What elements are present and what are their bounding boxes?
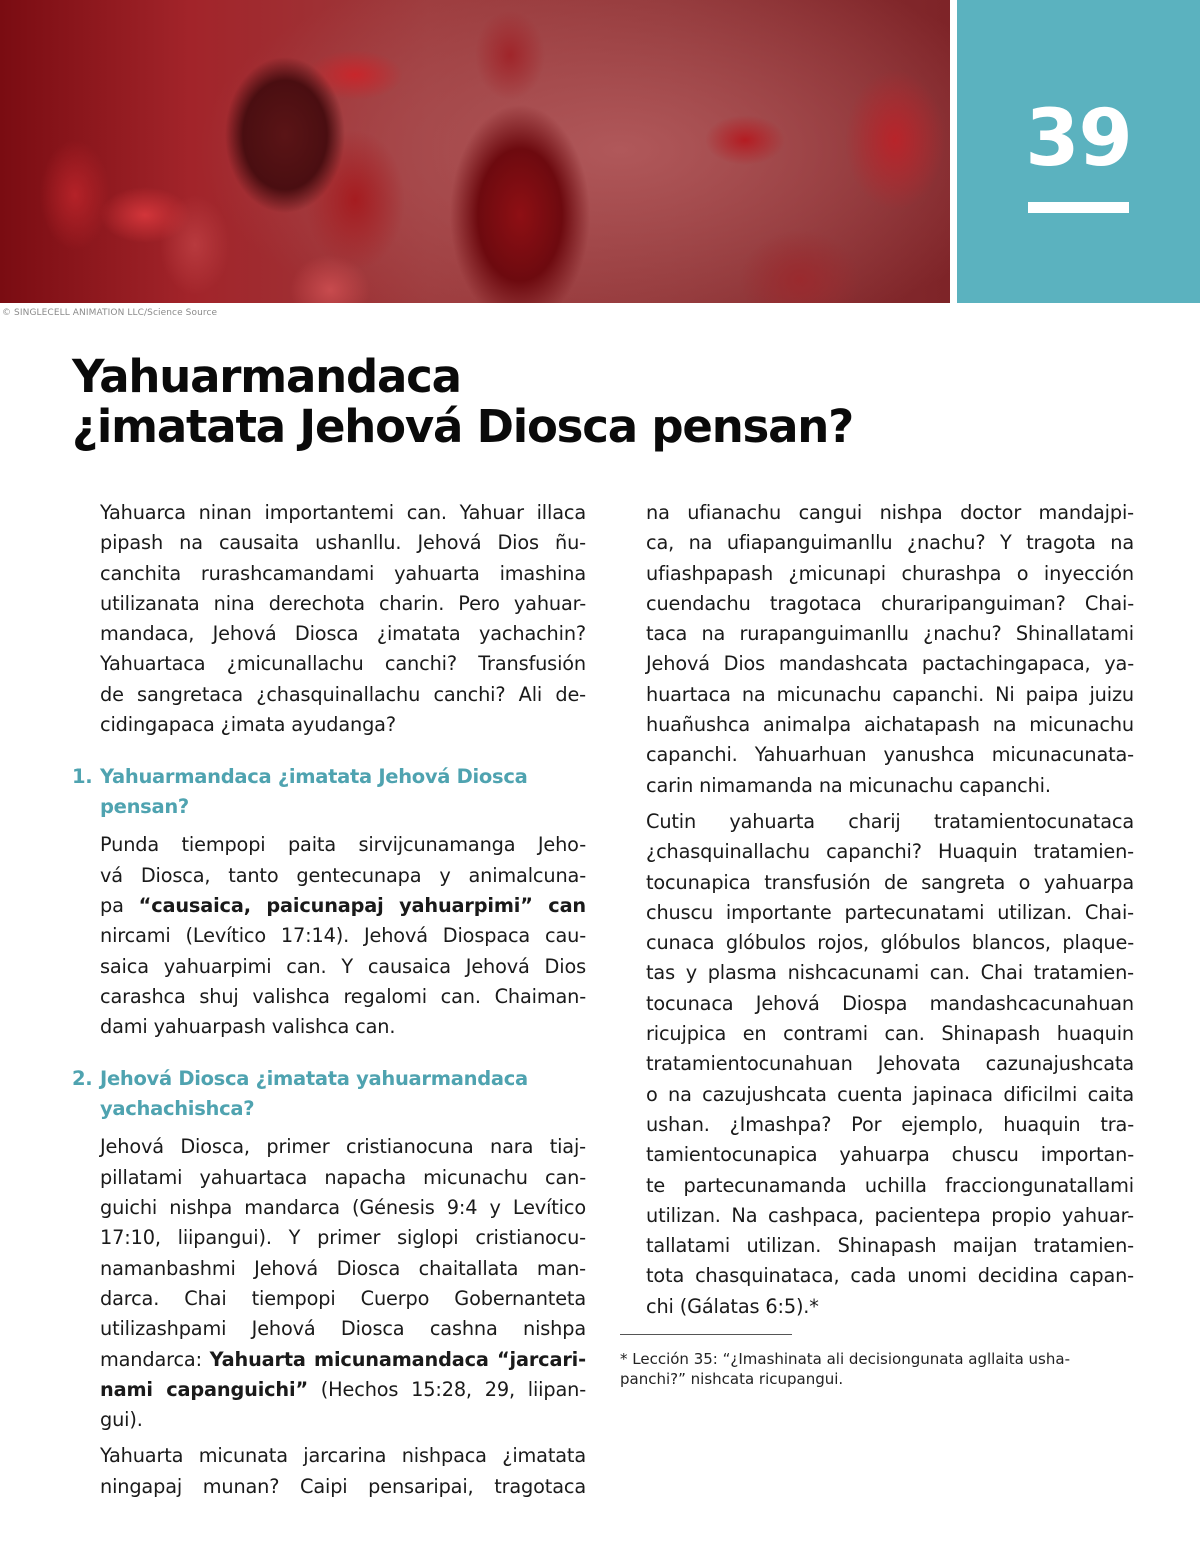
photo-credit: © SINGLECELL ANIMATION LLC/Science Source	[2, 308, 218, 318]
question-2-paragraph-1	[100, 1132, 586, 1435]
text-line: pipash na causaita ushanllu. Jehová Dios ñu-	[100, 531, 586, 555]
text-line: utilizanata nina derechota charin. Pero yahuar-	[100, 591, 586, 615]
text-line: Jehová Dios mandashcata pactachingapaca, ya-	[646, 652, 1134, 676]
text-line: tamientocunapica yahuarpa chuscu importan-	[646, 1143, 1134, 1167]
text-line: utilizashpami Jehová Diosca cashna nishpa	[100, 1317, 586, 1341]
text-line: darca. Chai tiempopi Cuerpo Gobernanteta	[100, 1286, 586, 1310]
question-2-paragraph-2-continued	[646, 498, 1134, 801]
text-line: dami yahuarpash valishca can.	[100, 1015, 396, 1039]
text-line: Yahuartaca ¿micunallachu canchi? Transfusión	[100, 652, 586, 676]
text-line: namanbashmi Jehová Diosca chaitallata man-	[100, 1256, 586, 1280]
text-line: carin nimamanda na micunachu capanchi.	[646, 773, 1051, 797]
page-title-line-2: ¿imatata Jehová Diosca pensan?	[72, 400, 854, 453]
bold-quote: “causaica, paicunapaj yahuarpimi” can	[138, 893, 587, 917]
text-line: na ufianachu cangui nishpa doctor mandajpi-	[646, 501, 1134, 524]
text-line: huañushca animalpa aichatapash na micunachu	[646, 713, 1134, 737]
text-line: guichi nishpa mandarca (Génesis 9:4 y Levítico	[100, 1196, 586, 1220]
footnote-line: panchi?” nishcata ricupangui.	[620, 1370, 844, 1389]
question-1-heading	[72, 762, 586, 822]
left-column	[72, 498, 586, 1508]
text-line: tratamientocunahuan Jehovata cazunajushcata	[646, 1052, 1134, 1076]
lesson-number: 39	[1025, 94, 1132, 184]
lesson-badge	[957, 0, 1200, 303]
text-line: canchita rurashcamandami yahuarta imashina	[100, 561, 586, 585]
text-line: Yahuarta micunata jarcarina nishpaca ¿imatata	[100, 1444, 586, 1468]
footnote-reference-line: chi (Gálatas 6:5).*	[646, 1294, 819, 1318]
text-line: gui).	[100, 1408, 143, 1432]
text-line: saica yahuarpimi can. Y causaica Jehová Dios	[100, 954, 586, 978]
bold-command: nami capanguichi”	[100, 1377, 308, 1401]
question-text-line: pensan?	[100, 795, 189, 819]
footnote-divider	[620, 1334, 792, 1335]
text-line-with-bold: nami capanguichi” (Hechos 15:28, 29, liipan-	[100, 1377, 586, 1401]
text-line: tocunaca Jehová Diospa mandashcacunahuan	[646, 991, 1134, 1015]
text-line: te partecunamanda uchilla fracciongunatallami	[646, 1173, 1134, 1197]
text-line-with-bold: pa “causaica, paicunapaj yahuarpimi” can	[100, 893, 587, 917]
footnote-line: * Lección 35: “¿Imashinata ali decisiongunata agllaita usha-	[620, 1350, 1070, 1369]
text-line: ufiashpapash ¿micunapi churashpa o inyección	[646, 561, 1134, 585]
text-line: o na cazujushcata cuenta japinaca dificilmi caita	[646, 1082, 1134, 1106]
question-number: 2.	[72, 1067, 93, 1091]
question-2-heading	[72, 1064, 586, 1124]
text-line: pillatami yahuartaca napacha micunachu can-	[100, 1165, 586, 1189]
text-line: ningapaj munan? Caipi pensaripai, tragotaca	[100, 1474, 586, 1498]
text-line: 17:10, liipangui). Y primer siglopi cristianocu-	[100, 1226, 586, 1250]
page-title	[72, 352, 932, 452]
bold-command: Yahuarta micunamandaca “jarcari-	[209, 1347, 586, 1371]
text-line: tocunapica transfusión de sangreta o yahuarpa	[646, 870, 1134, 894]
text-line: taca na rurapanguimanllu ¿nachu? Shinallatami	[646, 622, 1134, 646]
text-line: ca, na ufiapanguimanllu ¿nachu? Y tragota na	[646, 531, 1134, 555]
text-line: ¿chasquinallachu capanchi? Huaquin tratamien-	[646, 840, 1134, 864]
question-number: 1.	[72, 765, 93, 789]
question-text-line: Jehová Diosca ¿imatata yahuarmandaca	[100, 1067, 528, 1091]
text-line: ushan. ¿Imashpa? Por ejemplo, huaquin tra-	[646, 1112, 1134, 1136]
text-line-with-bold: mandarca: Yahuarta micunamandaca “jarcari-	[100, 1347, 586, 1371]
text-line: Cutin yahuarta charij tratamientocunataca	[646, 809, 1134, 833]
text-line: tallatami utilizan. Shinapash maijan tratamien-	[646, 1234, 1134, 1258]
footnote	[620, 1349, 1134, 1389]
text-line: cidingapaca ¿imata ayudanga?	[100, 713, 396, 737]
text-line: vá Diosca, tanto gentecunapa y animalcuna-	[100, 863, 586, 887]
text-line: Jehová Diosca, primer cristianocuna nara tiaj-	[100, 1135, 586, 1159]
question-2-paragraph-3	[646, 807, 1134, 1322]
text-line: cunaca glóbulos rojos, glóbulos blancos, plaque-	[646, 931, 1134, 955]
hero-image-blood-cells	[0, 0, 950, 303]
text-line: carashca shuj valishca regalomi can. Chaiman-	[100, 984, 586, 1008]
text-line: utilizan. Na cashpaca, pacientepa propio yahuar-	[646, 1203, 1134, 1227]
text-line: ricujpica en contrami can. Shinapash huaquin	[646, 1022, 1134, 1046]
text-line: de sangretaca ¿chasquinallachu canchi? Ali de-	[100, 682, 586, 706]
text-line: capanchi. Yahuarhuan yanushca micunacunata-	[646, 743, 1134, 767]
text-line: chuscu importante partecunatami utilizan. Chai-	[646, 900, 1134, 924]
text-line: tas y plasma nishcacunami can. Chai tratamien-	[646, 961, 1134, 985]
question-1-paragraph	[100, 830, 586, 1042]
text-line: Punda tiempopi paita sirvijcunamanga Jeho-	[100, 833, 586, 857]
intro-paragraph	[100, 498, 586, 740]
page-title-line-1: Yahuarmandaca	[72, 350, 461, 403]
question-text-line: yachachishca?	[100, 1097, 255, 1121]
question-text-line: Yahuarmandaca ¿imatata Jehová Diosca	[100, 765, 528, 789]
right-column	[620, 498, 1134, 1389]
text-line: Yahuarca ninan importantemi can. Yahuar illaca	[100, 501, 586, 524]
text-line: nircami (Levítico 17:14). Jehová Diospaca cau-	[100, 924, 586, 948]
text-line: tota chasquinataca, cada unomi decidina capan-	[646, 1264, 1134, 1288]
text-line: mandaca, Jehová Diosca ¿imatata yachachin?	[100, 622, 586, 646]
text-line: cuendachu tragotaca churaripanguiman? Chai-	[646, 591, 1134, 615]
lesson-number-underline	[1028, 202, 1129, 213]
question-2-paragraph-2-start	[100, 1441, 586, 1502]
text-line: huartaca na micunachu capanchi. Ni paipa juizu	[646, 682, 1134, 706]
